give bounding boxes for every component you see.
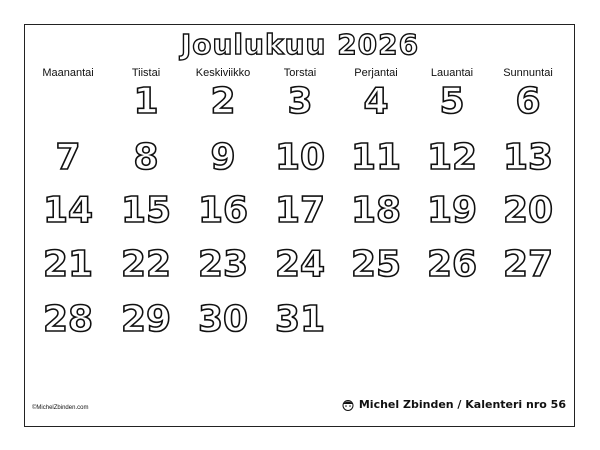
day-number: 25: [350, 244, 402, 285]
day-number: 26: [426, 244, 478, 285]
day-number: 24: [274, 244, 326, 285]
day-number: 8: [133, 137, 159, 178]
day-number: 16: [197, 190, 249, 231]
day-number: 14: [42, 190, 94, 231]
author-credit: [341, 398, 566, 411]
day-number: 20: [502, 190, 554, 231]
day-number: 2: [210, 81, 236, 122]
day-number: 30: [197, 299, 249, 340]
day-number: 10: [274, 137, 326, 178]
day-number: 9: [210, 137, 236, 178]
weekday-header: Perjantai: [354, 67, 398, 79]
weekday-header: Sunnuntai: [503, 67, 553, 79]
day-number: 11: [350, 137, 402, 178]
day-number: 18: [350, 190, 402, 231]
day-number: 19: [426, 190, 478, 231]
day-number: 7: [55, 137, 81, 178]
weekday-header: Keskiviikko: [195, 67, 251, 79]
day-number: 22: [120, 244, 172, 285]
face-icon: [341, 399, 355, 411]
day-number: 28: [42, 299, 94, 340]
day-number: 3: [287, 81, 313, 122]
weekday-header: Maanantai: [42, 67, 94, 79]
day-number: 1: [133, 81, 159, 122]
day-number: 23: [197, 244, 249, 285]
site-url: ©MichelZbinden.com: [32, 405, 89, 411]
day-number: 21: [42, 244, 94, 285]
day-number: 13: [502, 137, 554, 178]
calendar-title: Joulukuu 2026: [180, 28, 420, 61]
day-number: 12: [426, 137, 478, 178]
day-number: 31: [274, 299, 326, 340]
day-number: 6: [515, 81, 541, 122]
day-number: 5: [439, 81, 465, 122]
day-number: 4: [363, 81, 389, 122]
weekday-header: Torstai: [283, 67, 317, 79]
day-number: 15: [120, 190, 172, 231]
weekday-header: Tiistai: [131, 67, 161, 79]
day-number: 27: [502, 244, 554, 285]
day-number: 29: [120, 299, 172, 340]
weekday-header: Lauantai: [430, 67, 474, 79]
credit-text: Michel Zbinden / Kalenteri nro 56: [358, 398, 566, 411]
day-number: 17: [274, 190, 326, 231]
